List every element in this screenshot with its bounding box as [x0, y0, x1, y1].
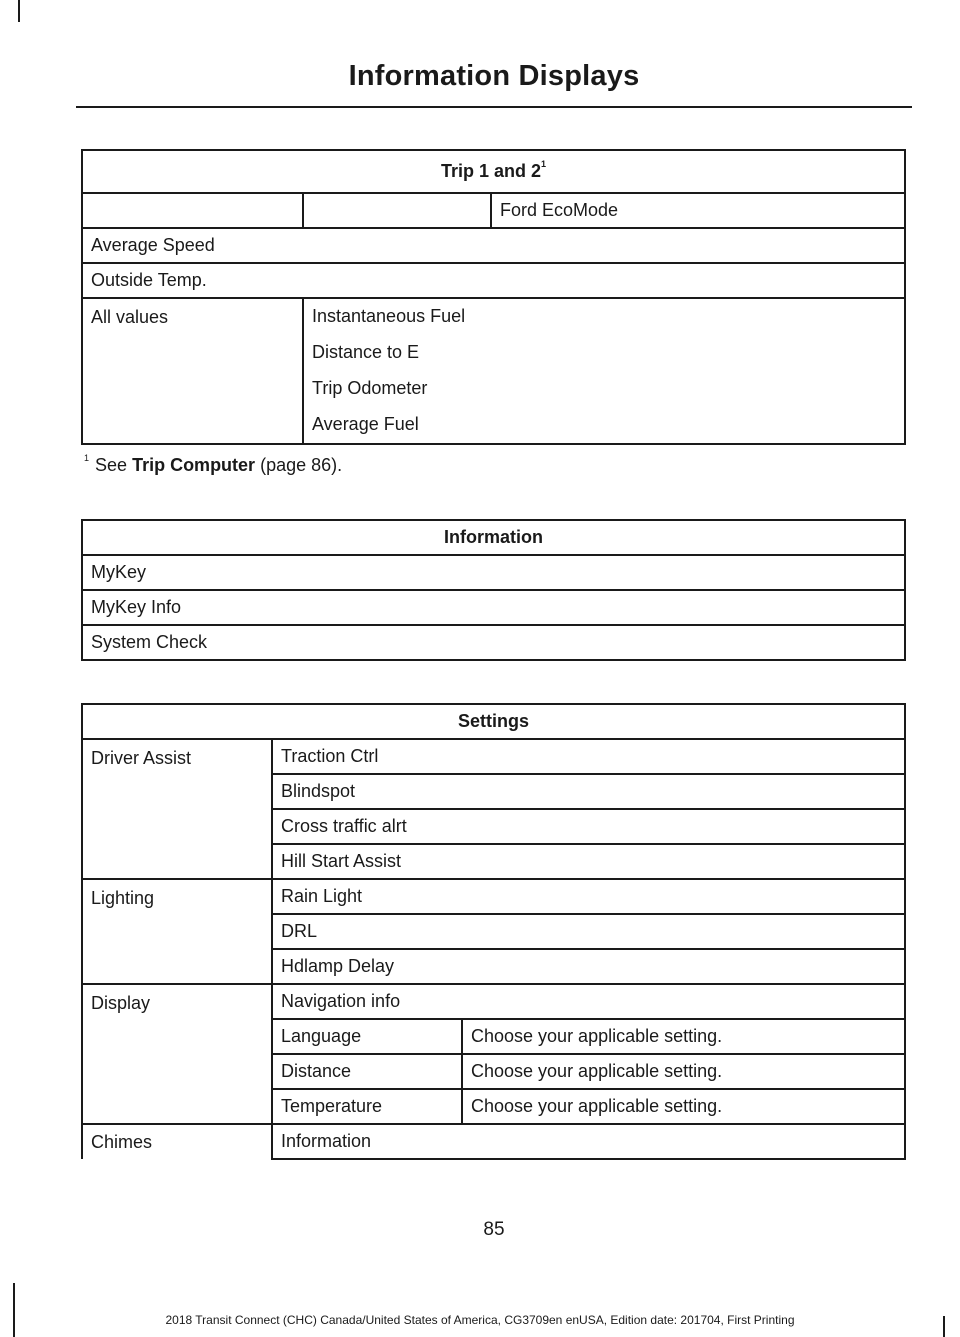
information-table-heading: Information [82, 520, 905, 555]
list-item: Average Fuel [312, 414, 419, 434]
row-label: Driver Assist [82, 739, 272, 879]
information-table [81, 519, 906, 661]
table-cell: Hdlamp Delay [272, 949, 905, 984]
footnote: $^1$ See Trip Computer (page 86). [84, 453, 343, 475]
table-cell [82, 193, 303, 228]
trip-table-heading: Trip 1 and $2^1$ [82, 150, 905, 193]
crop-mark-bottom-left [13, 1283, 15, 1337]
trip-computer-link[interactable]: Trip Computer [132, 455, 256, 475]
list-item: Trip Odometer [312, 378, 428, 398]
table-cell: Cross traffic alrt [272, 809, 905, 844]
list-item: Instantaneous Fuel [312, 306, 466, 326]
header-rule [76, 106, 912, 108]
table-cell: Hill Start Assist [272, 844, 905, 879]
table-cell: Ford EcoMode [491, 193, 905, 228]
table-cell [303, 193, 491, 228]
list-item: Distance to E [312, 342, 420, 362]
table-cell: Choose your applicable setting. [462, 1019, 905, 1054]
table-cell: Blindspot [272, 774, 905, 809]
row-label: All values [82, 298, 303, 444]
table-cell: Distance [272, 1054, 462, 1089]
footnote-marker: 1 [541, 159, 547, 169]
settings-table-heading: Settings [82, 704, 905, 739]
table-cell: Choose your applicable setting. [462, 1089, 905, 1124]
footer-text: 2018 Transit Connect (CHC) Canada/United States of America, CG3709en enUSA, Edition date: 201704, First Printing [165, 1313, 795, 1327]
table-row: MyKey Info [82, 590, 905, 625]
table-cell: Language [272, 1019, 462, 1054]
table-cell: Rain Light [272, 879, 905, 914]
row-label: Lighting [82, 879, 272, 984]
table-cell: DRL [272, 914, 905, 949]
values-list [303, 298, 905, 444]
page-title: Information Displays [348, 60, 640, 92]
table-row: Average Speed [82, 228, 905, 263]
trip-table [81, 149, 906, 445]
table-cell: Traction Ctrl [272, 739, 905, 774]
settings-table [81, 703, 906, 1160]
table-cell: Navigation info [272, 984, 905, 1019]
row-label: Display [82, 984, 272, 1124]
table-row: MyKey [82, 555, 905, 590]
table-cell: Information [272, 1124, 905, 1159]
table-row: System Check [82, 625, 905, 660]
table-row: Outside Temp. [82, 263, 905, 298]
row-label: Chimes [82, 1124, 272, 1159]
page-number: 85 [483, 1219, 505, 1240]
table-cell: Choose your applicable setting. [462, 1054, 905, 1089]
crop-mark-top-left [18, 0, 20, 22]
table-cell: Temperature [272, 1089, 462, 1124]
